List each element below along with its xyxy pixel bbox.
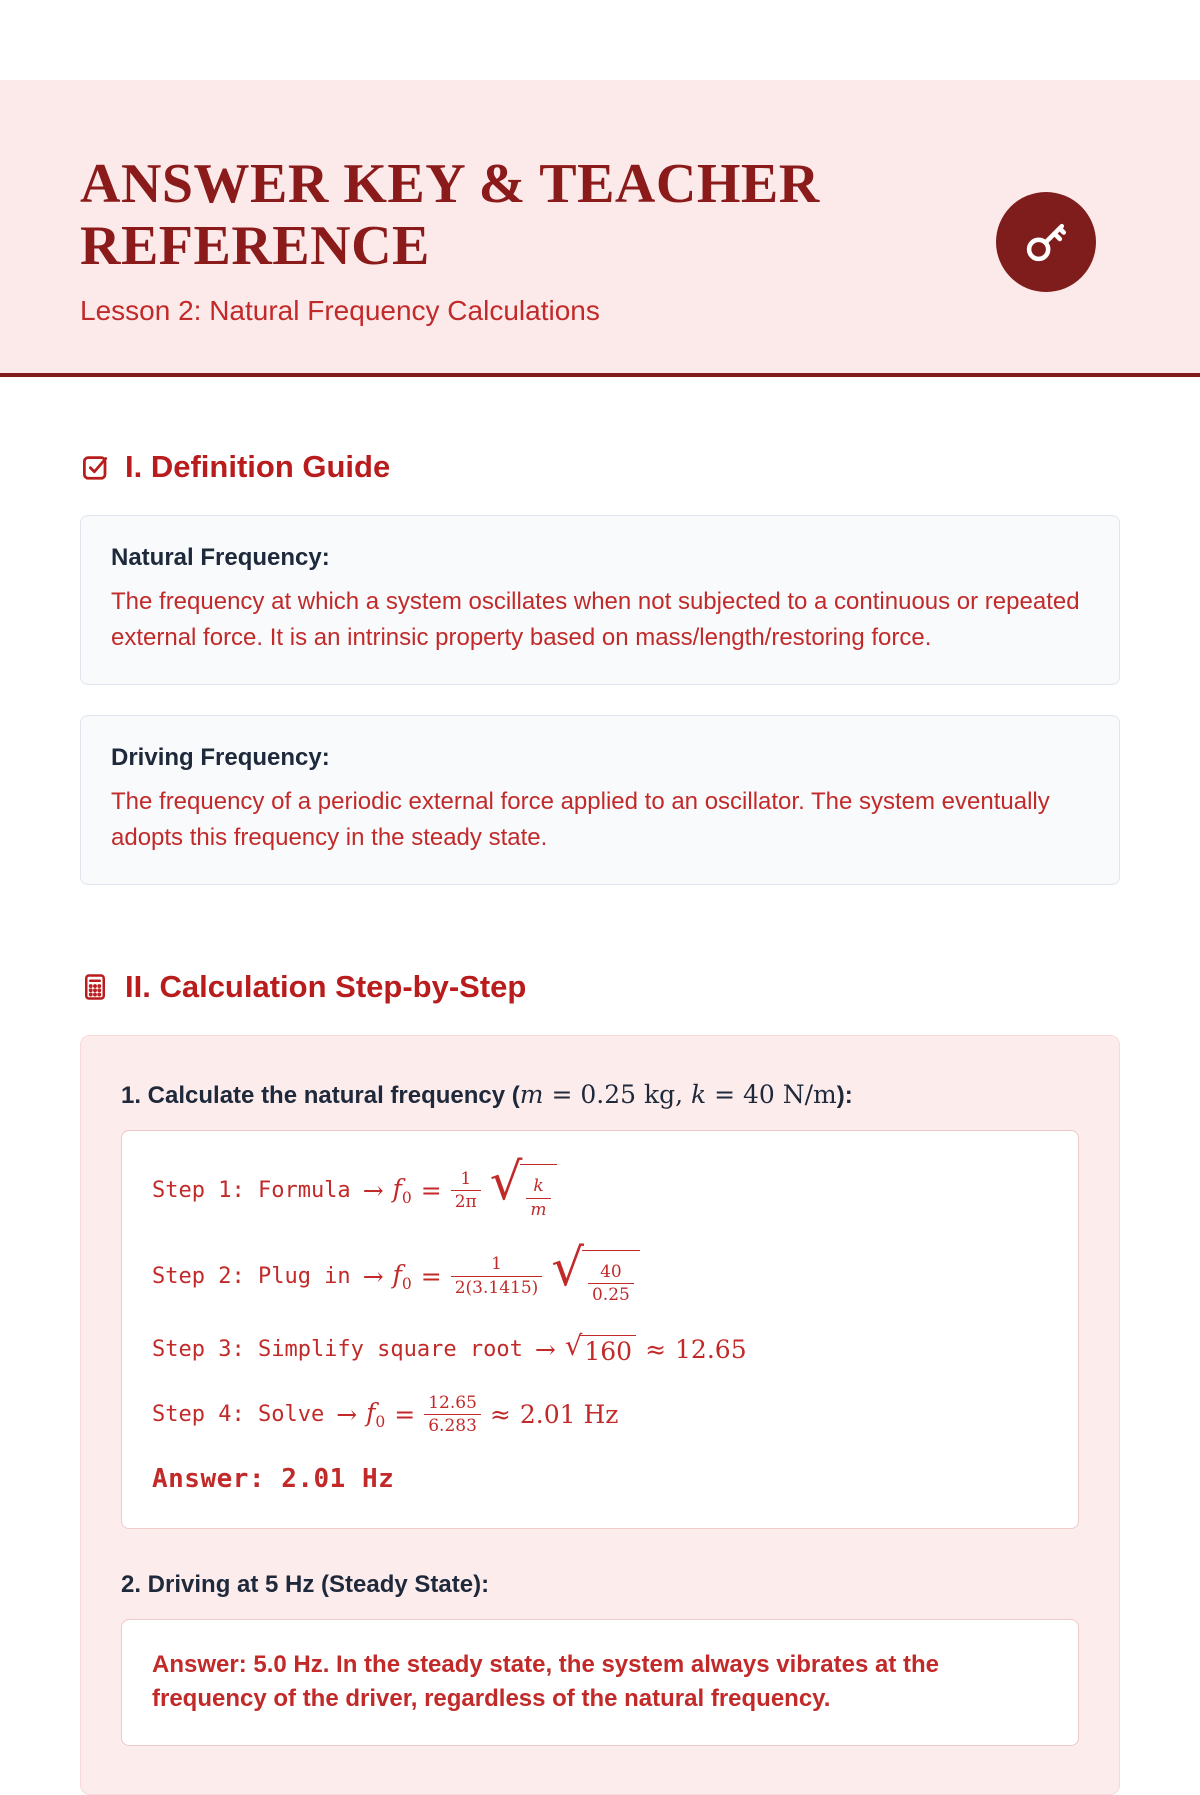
sqrt-icon: √ xyxy=(564,1329,583,1362)
calculator-icon xyxy=(80,972,110,1002)
math-symbol-f0: $f_0$ xyxy=(392,1259,412,1293)
problem-1-title-text: 1. Calculate the natural frequency ( xyxy=(121,1082,520,1110)
step-value: 2.01 Hz xyxy=(519,1400,619,1430)
page-subtitle: Lesson 2: Natural Frequency Calculations xyxy=(80,295,600,327)
problem-1-title xyxy=(121,1080,1079,1110)
problem-2-title: 2. Driving at 5 Hz (Steady State): xyxy=(121,1570,490,1598)
math-symbol-f0: $f_0$ xyxy=(392,1174,412,1208)
equals-sign: = xyxy=(420,1261,442,1291)
sqrt-radical xyxy=(551,1237,640,1306)
calc-steps-card xyxy=(121,1130,1079,1528)
fraction: $\frac{40}{0.25}$ xyxy=(588,1262,634,1306)
calc-step-4 xyxy=(152,1393,1048,1437)
step-label: Step 1: Formula xyxy=(152,1178,351,1204)
definition-text: The frequency of a periodic external force applied to an oscillator. The system eventually adopts this frequency in the steady state. xyxy=(111,788,1050,852)
approx-sign: ≈ xyxy=(489,1400,511,1430)
step-math xyxy=(534,1329,747,1366)
checkbox-icon xyxy=(80,452,110,482)
math-symbol-f0: $f_0$ xyxy=(366,1398,386,1432)
definition-term: Driving Frequency: xyxy=(111,744,330,772)
fraction: $\frac{1}{2\pi}$ xyxy=(451,1169,481,1213)
section-heading-definitions xyxy=(80,449,1120,485)
math-text: = 40 N/m xyxy=(706,1080,837,1110)
equals-sign: = xyxy=(420,1176,442,1206)
step-math xyxy=(336,1393,618,1437)
arrow-icon: → xyxy=(362,1176,384,1206)
step-math xyxy=(362,1152,557,1220)
answer-key-page xyxy=(0,80,1200,1795)
arrow-icon: → xyxy=(534,1334,556,1364)
fraction: $\frac{12.65}{6.283}$ xyxy=(424,1393,481,1437)
sqrt-icon: √ xyxy=(551,1237,584,1298)
math-var-m: m xyxy=(519,1080,544,1110)
sqrt-radical xyxy=(489,1152,557,1220)
section-heading-calculations xyxy=(80,969,1120,1005)
calc-step-1 xyxy=(152,1152,1048,1220)
calc-step-2 xyxy=(152,1237,1048,1306)
definition-card-natural-frequency xyxy=(80,515,1120,685)
key-icon xyxy=(996,192,1096,292)
header xyxy=(0,80,1200,377)
arrow-icon: → xyxy=(362,1261,384,1291)
fraction: $\frac{k}{m}$ xyxy=(526,1176,550,1220)
section-heading-label: II. Calculation Step-by-Step xyxy=(125,969,527,1005)
fraction: $\frac{1}{2(3.1415)}$ xyxy=(451,1254,543,1298)
page-title xyxy=(80,154,820,277)
equals-sign: = xyxy=(394,1400,416,1430)
problem-1-answer: Answer: 2.01 Hz xyxy=(152,1463,395,1494)
math-var-k: k xyxy=(691,1080,707,1110)
sqrt-icon: √ xyxy=(489,1152,523,1213)
calc-step-3 xyxy=(152,1329,1048,1366)
step-label: Step 3: Simplify square root xyxy=(152,1336,523,1362)
page-title-line1: ANSWER KEY & TEACHER xyxy=(80,153,820,215)
arrow-icon: → xyxy=(336,1400,358,1430)
problem-2-answer: Answer: 5.0 Hz. In the steady state, the system always vibrates at the frequency of the driver, regardless of the natural frequency. xyxy=(152,1650,939,1713)
section-heading-label: I. Definition Guide xyxy=(125,449,391,485)
definition-text: The frequency at which a system oscillates when not subjected to a continuous or repeated external force. It is an intrinsic property based on mass/length/restoring force. xyxy=(111,588,1080,652)
page-title-line2: REFERENCE xyxy=(80,214,430,277)
calculation-card xyxy=(80,1035,1120,1795)
header-text xyxy=(80,154,820,327)
step-math xyxy=(362,1237,640,1306)
problem-2-answer-card xyxy=(121,1619,1079,1747)
definition-term: Natural Frequency: xyxy=(111,544,330,572)
approx-sign: ≈ xyxy=(645,1334,667,1364)
sqrt-radical: √ 160 xyxy=(565,1333,636,1366)
step-label: Step 2: Plug in xyxy=(152,1263,351,1289)
step-value: 12.65 xyxy=(675,1334,747,1364)
main-content xyxy=(0,449,1200,1795)
definition-card-driving-frequency xyxy=(80,715,1120,885)
problem-1-title-suffix: ): xyxy=(836,1082,853,1110)
step-label: Step 4: Solve xyxy=(152,1402,325,1428)
math-text: = 0.25 kg, xyxy=(543,1080,691,1110)
